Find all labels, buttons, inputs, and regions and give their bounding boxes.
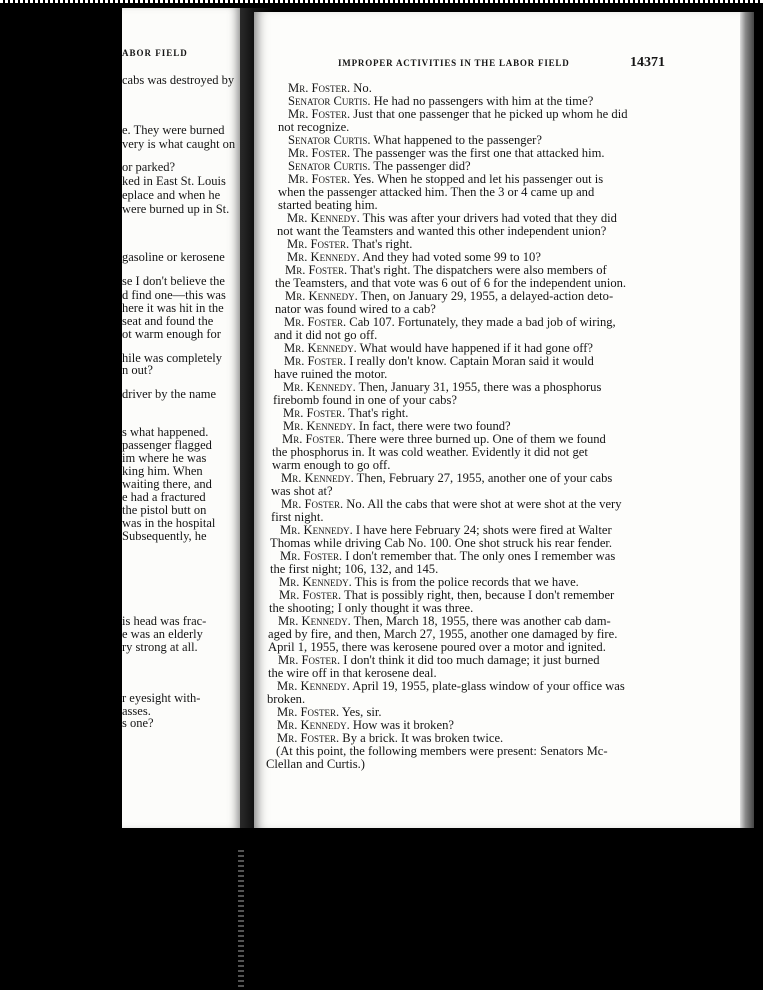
left-text-line: ry strong at all. <box>122 640 198 654</box>
speaker-name: Mr. Foster. <box>288 81 351 95</box>
speaker-name: Senator Curtis. <box>288 159 371 173</box>
speaker-name: Mr. Kennedy. <box>287 250 360 264</box>
line-text: not want the Teamsters and wanted this other independent union? <box>277 224 607 238</box>
speaker-name: Mr. Kennedy. <box>281 471 354 485</box>
left-text-line: the pistol butt on <box>122 503 207 517</box>
line-text: I don't think it did too much damage; it just burned <box>340 653 600 667</box>
speaker-name: Mr. Foster. <box>278 653 341 667</box>
line-text: the Teamsters, and that vote was 6 out of 6 for the independent union. <box>275 276 627 290</box>
line-text: April 1, 1955, there was kerosene poured over a motor and ignited. <box>268 640 606 654</box>
speaker-name: Mr. Foster. <box>283 406 346 420</box>
left-text-line: im where he was <box>122 451 207 465</box>
line-text: I really don't know. Captain Moran said it would <box>346 354 594 368</box>
page-number: 14371 <box>630 55 665 70</box>
line-text: Then, February 27, 1955, another one of your cabs <box>353 471 613 485</box>
line-text: I have here February 24; shots were fired at Walter <box>352 523 612 537</box>
speaker-name: Mr. Kennedy. <box>279 575 352 589</box>
speaker-name: Senator Curtis. <box>288 133 371 147</box>
speaker-name: Mr. Foster. <box>285 263 348 277</box>
line-text: aged by fire, and then, March 27, 1955, another one damaged by fire. <box>268 627 618 641</box>
left-text-line: e. They were burned <box>122 123 225 137</box>
line-text: In fact, there were two found? <box>355 419 511 433</box>
line-text: April 19, 1955, plate-glass window of your office was <box>349 679 625 693</box>
speaker-name: Mr. Kennedy. <box>280 523 353 537</box>
speaker-name: Mr. Kennedy. <box>284 341 357 355</box>
left-text-line: se I don't believe the <box>122 274 225 288</box>
left-text-line: e was an elderly <box>122 627 203 641</box>
speaker-name: Mr. Foster. <box>277 731 340 745</box>
line-text: (At this point, the following members were present: Senators Mc- <box>276 744 608 758</box>
left-running-head: ABOR FIELD <box>122 48 188 58</box>
line-text: I don't remember that. The only ones I remember was <box>342 549 616 563</box>
left-text-line: was in the hospital <box>122 516 216 530</box>
left-text-line: waiting there, and <box>122 477 212 491</box>
left-text-line: here it was hit in the <box>122 301 224 315</box>
left-text-line: very is what caught on <box>122 137 236 151</box>
binding-edge <box>238 850 244 990</box>
speaker-name: Mr. Foster. <box>288 107 351 121</box>
line-text: Yes, sir. <box>339 705 382 719</box>
left-text-line: r eyesight with- <box>122 691 201 705</box>
line-text: The passenger did? <box>370 159 471 173</box>
line-text: the shooting; I only thought it was three. <box>269 601 474 615</box>
line-text: The passenger was the first one that attacked him. <box>350 146 605 160</box>
transcript-line <box>266 758 365 771</box>
left-text-line: or parked? <box>122 160 176 174</box>
left-text-line: is head was frac- <box>122 614 207 628</box>
speaker-name: Mr. Foster. <box>282 432 345 446</box>
line-text: firebomb found in one of your cabs? <box>273 393 457 407</box>
speaker-name: Senator Curtis. <box>288 94 371 108</box>
speaker-name: Mr. Kennedy. <box>283 419 356 433</box>
line-text: And they had voted some 99 to 10? <box>359 250 541 264</box>
left-text-line: d find one—this was <box>122 288 226 302</box>
line-text: This was after your drivers had voted that they did <box>359 211 617 225</box>
speaker-name: Mr. Kennedy. <box>283 380 356 394</box>
left-text-line: gasoline or kerosene <box>122 250 225 264</box>
speaker-name: Mr. Foster. <box>280 549 343 563</box>
transcript-line <box>277 680 625 693</box>
speaker-name: Mr. Kennedy. <box>287 211 360 225</box>
line-text: was shot at? <box>271 484 333 498</box>
speaker-name: Mr. Foster. <box>284 315 347 329</box>
line-text: He had no passengers with him at the time? <box>370 94 594 108</box>
line-text: That is possibly right, then, because I don't remember <box>341 588 615 602</box>
line-text: That's right. <box>345 406 409 420</box>
speaker-name: Mr. Foster. <box>277 705 340 719</box>
line-text: Clellan and Curtis.) <box>266 757 365 771</box>
line-text: Then, March 18, 1955, there was another cab dam- <box>350 614 611 628</box>
line-text: warm enough to go off. <box>272 458 391 472</box>
line-text: started beating him. <box>278 198 378 212</box>
line-text: have ruined the motor. <box>274 367 388 381</box>
line-text: Then, on January 29, 1955, a delayed-action deto- <box>357 289 614 303</box>
speaker-name: Mr. Foster. <box>287 237 350 251</box>
line-text: not recognize. <box>278 120 350 134</box>
line-text: the wire off in that kerosene deal. <box>268 666 437 680</box>
line-text: What would have happened if it had gone off? <box>356 341 594 355</box>
line-text: when the passenger attacked him. Then the 3 or 4 came up and <box>278 185 595 199</box>
speaker-name: Mr. Foster. <box>281 497 344 511</box>
left-text-line: cabs was destroyed by <box>122 73 235 87</box>
line-text: This is from the police records that we have. <box>351 575 579 589</box>
left-text-line: driver by the name <box>122 387 217 401</box>
line-text: the first night; 106, 132, and 145. <box>270 562 439 576</box>
left-text-line: e had a fractured <box>122 490 206 504</box>
left-text-line: passenger flagged <box>122 438 212 452</box>
speaker-name: Mr. Kennedy. <box>277 679 350 693</box>
line-text: That's right. The dispatchers were also members of <box>347 263 607 277</box>
transcript-line <box>281 498 622 511</box>
left-text-line: were burned up in St. <box>122 202 230 216</box>
line-text: Just that one passenger that he picked up whom he did <box>350 107 628 121</box>
left-text-line: king him. When <box>122 464 203 478</box>
speaker-name: Mr. Kennedy. <box>285 289 358 303</box>
left-text-line: eplace and when he <box>122 188 221 202</box>
line-text: and it did not go off. <box>274 328 378 342</box>
speaker-name: Mr. Foster. <box>279 588 342 602</box>
line-text: Cab 107. Fortunately, they made a bad job of wiring, <box>346 315 616 329</box>
line-text: first night. <box>271 510 324 524</box>
left-text-line: n out? <box>122 363 153 377</box>
line-text: Then, January 31, 1955, there was a phosphorus <box>355 380 602 394</box>
left-text-line: Subsequently, he <box>122 529 207 543</box>
speaker-name: Mr. Kennedy. <box>277 718 350 732</box>
line-text: There were three burned up. One of them we found <box>344 432 606 446</box>
speaker-name: Mr. Kennedy. <box>278 614 351 628</box>
speaker-name: Mr. Foster. <box>284 354 347 368</box>
line-text: broken. <box>267 692 306 706</box>
running-head: IMPROPER ACTIVITIES IN THE LABOR FIELD <box>338 58 570 68</box>
scan-border <box>0 0 763 3</box>
left-page <box>122 8 240 828</box>
line-text: What happened to the passenger? <box>370 133 542 147</box>
speaker-name: Mr. Foster. <box>288 172 351 186</box>
left-text-line: ked in East St. Louis <box>122 174 226 188</box>
line-text: That's right. <box>349 237 413 251</box>
left-text-line: ot warm enough for <box>122 327 221 341</box>
page-edge <box>740 12 754 828</box>
line-text: Thomas while driving Cab No. 100. One shot struck his rear fender. <box>270 536 613 550</box>
line-text: nator was found wired to a cab? <box>275 302 436 316</box>
line-text: By a brick. It was broken twice. <box>339 731 504 745</box>
left-text-line: s one? <box>122 716 154 730</box>
left-text-line: hile was completely <box>122 351 222 365</box>
line-text: the phosphorus in. It was cold weather. Evidently it did not get <box>272 445 588 459</box>
speaker-name: Mr. Foster. <box>288 146 351 160</box>
line-text: How was it broken? <box>349 718 454 732</box>
left-text-line: s what happened. <box>122 425 209 439</box>
left-text-line: asses. <box>122 704 151 718</box>
line-text: No. <box>350 81 372 95</box>
line-text: Yes. When he stopped and let his passenger out is <box>350 172 604 186</box>
left-text-line: seat and found the <box>122 314 214 328</box>
line-text: No. All the cabs that were shot at were shot at the very <box>343 497 622 511</box>
